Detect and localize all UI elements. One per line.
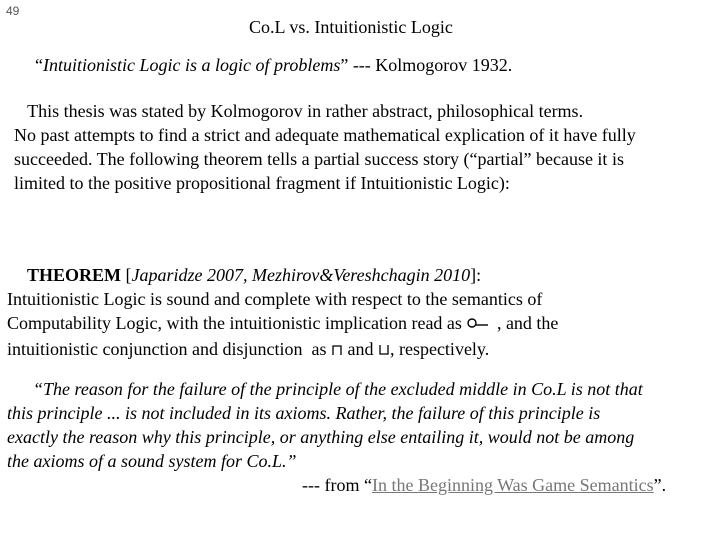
- theorem-line: Intuitionistic Logic is sound and complete with respect to the semantics of: [7, 289, 543, 309]
- paragraph-line: limited to the positive propositional fragment if Intuitionistic Logic):: [14, 173, 510, 193]
- choice-conjunction-icon: [331, 339, 343, 363]
- theorem-line-text: , respectively.: [389, 338, 490, 359]
- theorem-line-text: intuitionistic conjunction and disjunction as: [7, 338, 331, 359]
- failure-quote: [7, 377, 643, 473]
- quote-open-mark: “: [35, 55, 43, 75]
- slide-number: 49: [6, 4, 20, 18]
- kolmogorov-quote: [35, 55, 512, 76]
- theorem-line: [7, 337, 558, 363]
- paragraph-line: succeeded. The following theorem tells a partial success story (“partial” because it is: [14, 149, 624, 169]
- explanation-paragraph: [14, 99, 636, 195]
- quote-line: “The reason for the failure of the principle of the excluded middle in Co.L is not that: [33, 379, 643, 399]
- paragraph-line: No past attempts to find a strict and adequate mathematical explication of it have fully: [14, 125, 636, 145]
- source-link[interactable]: In the Beginning Was Game Semantics: [371, 475, 654, 495]
- slide-title: Co.L vs. Intuitionistic Logic: [249, 17, 453, 37]
- quote-attribution: ” --- Kolmogorov 1932.: [340, 55, 513, 75]
- theorem-bracket-close: ]:: [470, 265, 482, 285]
- quote-line: this principle ... is not included in its axioms. Rather, the failure of this principle is: [7, 403, 601, 423]
- source-prefix: --- from “: [302, 475, 372, 495]
- quote-line: the axioms of a sound system for Co.L.”: [7, 451, 297, 471]
- theorem-citation: Japaridze 2007, Mezhirov&Vereshchagin 2010: [131, 265, 471, 285]
- theorem-line-text: , and the: [492, 313, 559, 333]
- theorem-block: [7, 263, 558, 363]
- theorem-line-text: Computability Logic, with the intuitionistic implication read as: [7, 313, 467, 333]
- quote-italic-text: Intuitionistic Logic is a logic of problems: [43, 55, 341, 75]
- source-citation: [302, 475, 666, 496]
- choice-disjunction-icon: [378, 339, 390, 363]
- rimplication-icon: [466, 313, 492, 337]
- theorem-bracket-open: [: [121, 265, 132, 285]
- theorem-line-text: and: [342, 338, 378, 359]
- theorem-heading: [7, 263, 558, 287]
- theorem-line: [7, 311, 558, 337]
- theorem-label: THEOREM: [27, 265, 122, 285]
- paragraph-line: This thesis was stated by Kolmogorov in rather abstract, philosophical terms.: [14, 101, 584, 121]
- source-suffix: ”.: [653, 475, 667, 495]
- quote-line: exactly the reason why this principle, or anything else entailing it, would not be among: [7, 427, 635, 447]
